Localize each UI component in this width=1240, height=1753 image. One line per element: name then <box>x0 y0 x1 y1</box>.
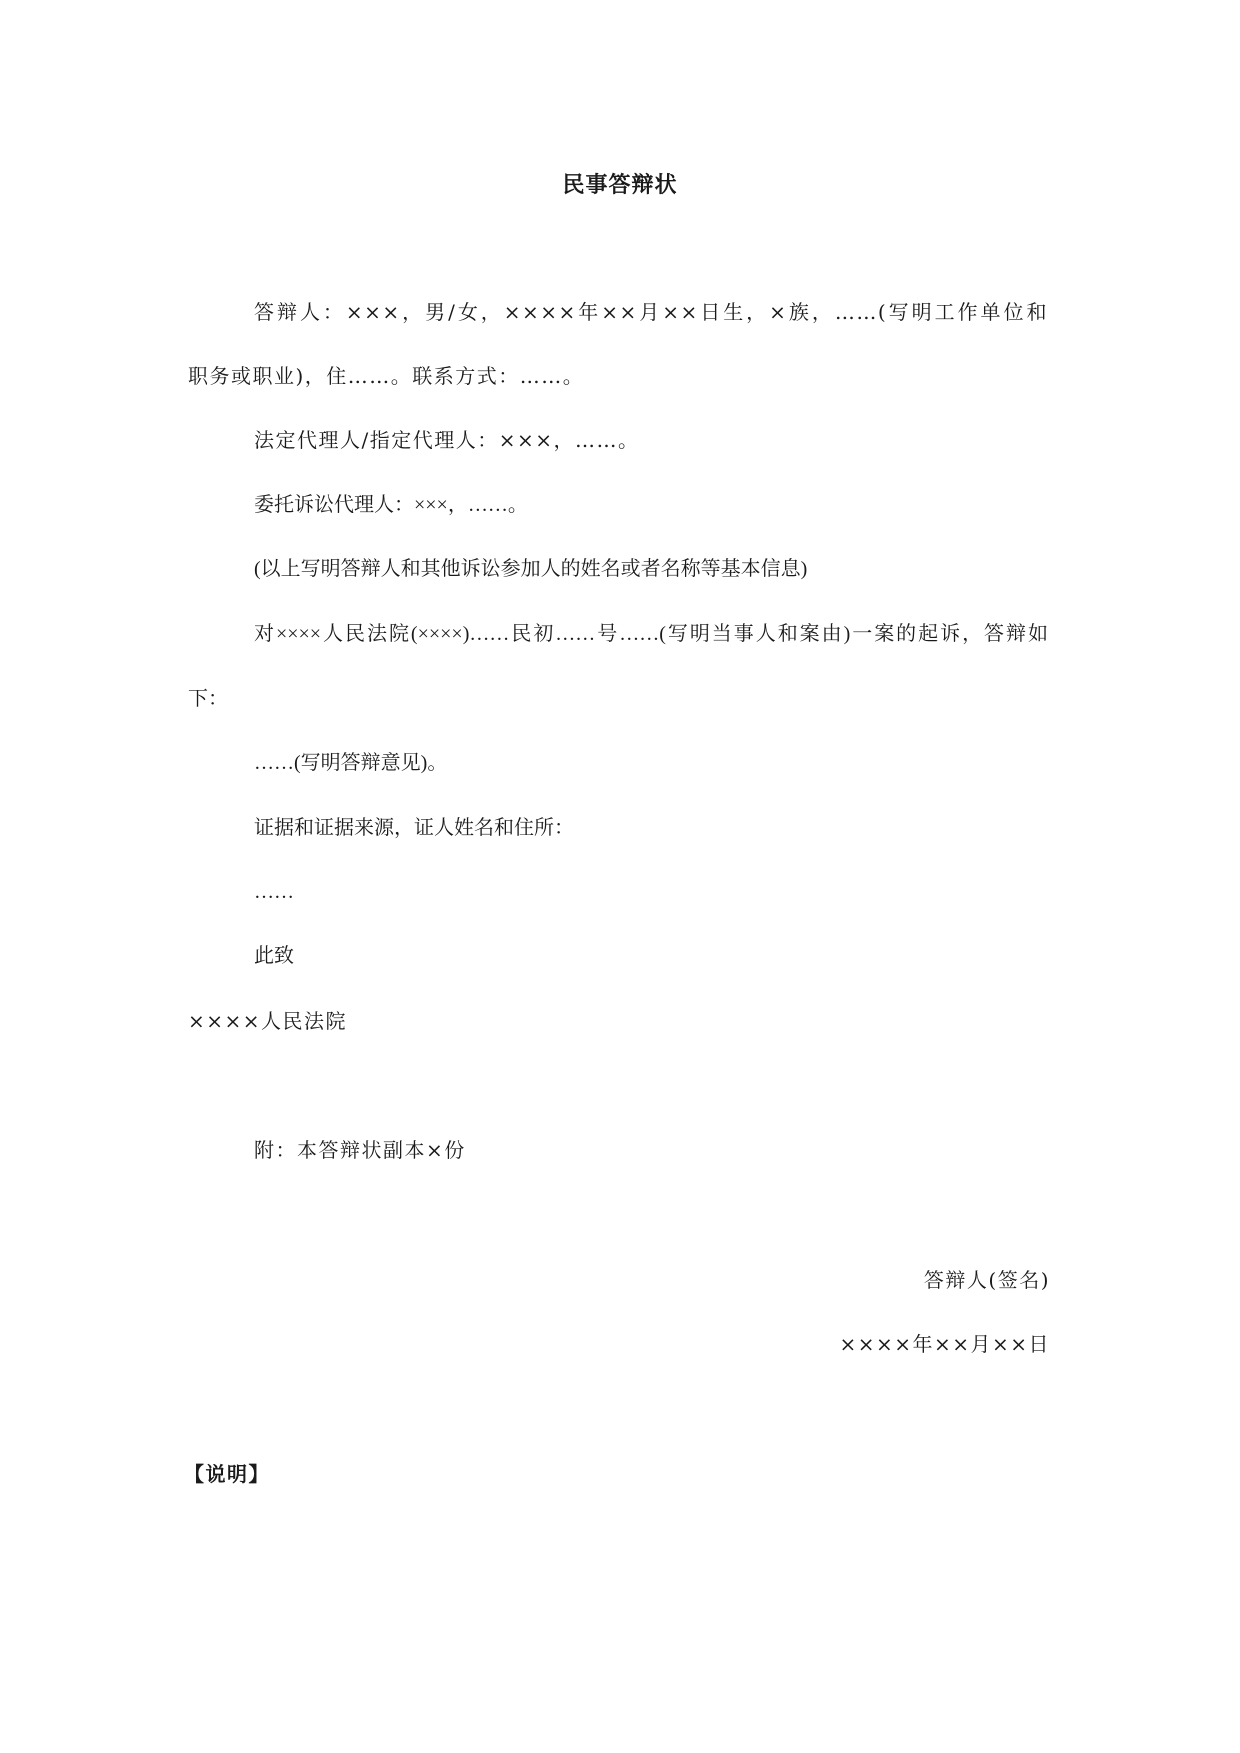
salutation: 此致 <box>254 945 294 967</box>
entrusted-agent-line: 委托诉讼代理人：×××，……。 <box>254 494 528 516</box>
explanation-heading: 【说明】 <box>184 1462 270 1486</box>
legal-agent-line: 法定代理人/指定代理人：×××，……。 <box>254 428 640 452</box>
evidence-heading: 证据和证据来源，证人姓名和住所： <box>254 817 574 839</box>
response-line-1: 对××××人民法院(××××)……民初……号……(写明当事人和案由)一案的起诉，答辩如 <box>254 623 1048 645</box>
document-title: 民事答辩状 <box>562 173 678 198</box>
defense-opinion: ……(写明答辩意见)。 <box>254 752 448 774</box>
respondent-info-line-1: 答辩人：×××，男/女，××××年××月××日生，×族，……(写明工作单位和 <box>254 300 1048 324</box>
participants-note: (以上写明答辩人和其他诉讼参加人的姓名或者名称等基本信息) <box>254 558 808 580</box>
evidence-ellipsis: …… <box>254 881 294 903</box>
court-name: ××××人民法院 <box>188 1009 348 1033</box>
response-line-2: 下： <box>188 688 228 710</box>
respondent-info-line-2: 职务或职业)，住……。联系方式：……。 <box>188 364 585 388</box>
signature-line: 答辩人(签名) <box>923 1268 1050 1292</box>
attachment-note: 附：本答辩状副本×份 <box>254 1138 466 1162</box>
date-line: ××××年××月××日 <box>839 1332 1050 1356</box>
